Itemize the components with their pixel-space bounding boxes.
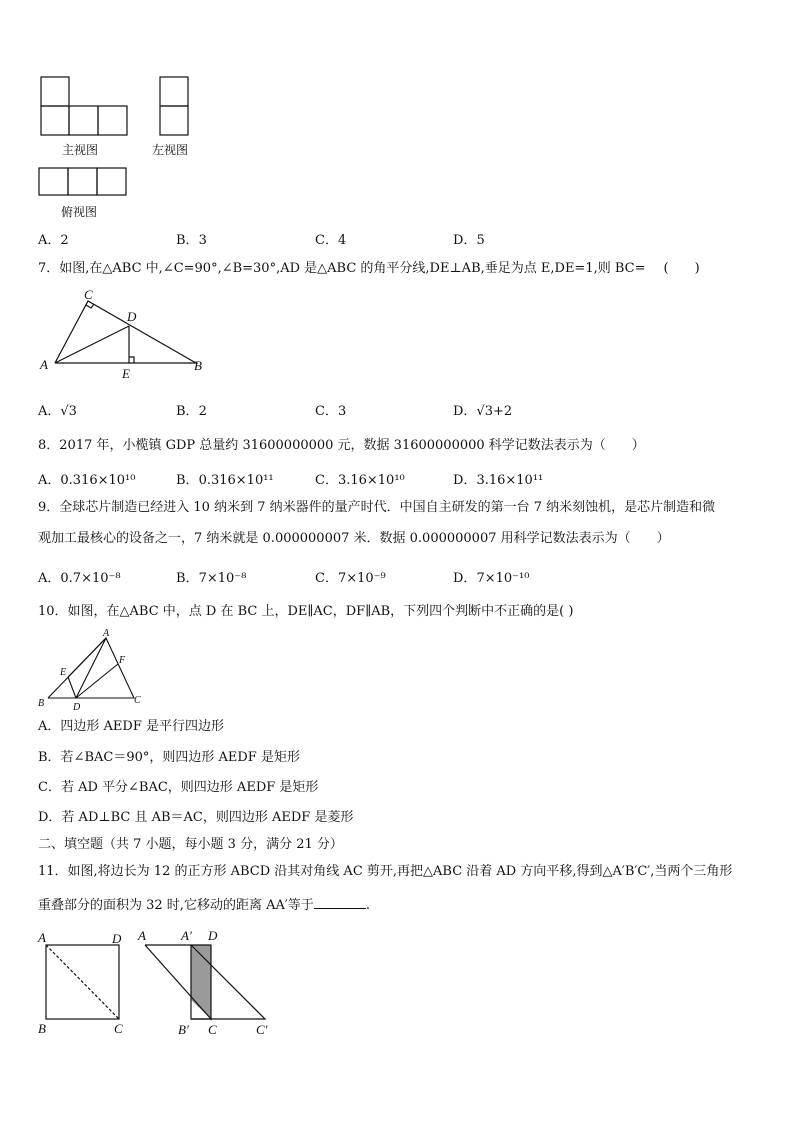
point-e: E [122,366,130,381]
option-c: C．3.16×10¹⁰ [315,473,405,488]
option-a: A．四边形 AEDF 是平行四边形 [38,719,224,734]
option-a: A．0.316×10¹⁰ [38,473,136,488]
option-b: B．7×10⁻⁸ [176,571,247,586]
point-a: A [40,357,48,372]
option-c: C．7×10⁻⁹ [315,571,386,586]
point-a: A [103,628,110,639]
q11-stem-line1: 11．如图,将边长为 12 的正方形 ABCD 沿其对角线 AC 剪开,再把△ABC 沿着 AD 方向平移,得到△A′B′C′,当两个三角形 [38,864,733,879]
option-a: A．2 [38,233,69,248]
q9-stem-line1: 9．全球芯片制造已经进入 10 纳米到 7 纳米器件的量产时代．中国自主研发的第一台 7 纳米刻蚀机，是芯片制造和微 [38,500,716,515]
option-b: B．0.316×10¹¹ [176,473,274,488]
option-d: D．√3+2 [453,404,513,419]
point-a: A [38,930,46,945]
point-c: C [84,287,93,302]
top-view-label: 俯视图 [61,205,98,219]
point-b: B [38,698,45,709]
point-a: A [138,928,146,943]
q7-stem: 7．如图,在△ABC 中,∠C=90°,∠B=30°,AD 是△ABC 的角平分线,DE⊥AB,垂足为点 E,DE=1,则 BC= ( ) [38,261,700,276]
section-2-heading: 二、填空题（共 7 小题，每小题 3 分，满分 21 分） [38,837,343,852]
point-b: B [38,1021,46,1036]
left-view-label: 左视图 [152,143,189,157]
point-d: D [112,931,122,946]
option-a: A．0.7×10⁻⁸ [38,571,121,586]
point-c: C [114,1021,123,1036]
q11-stem-line2: 重叠部分的面积为 32 时,它移动的距离 AA′等于 . [38,898,370,913]
point-c: C [208,1022,217,1037]
point-d: D [73,702,81,713]
option-c: C．3 [315,404,347,419]
option-d: D．若 AD⊥BC 且 AB＝AC，则四边形 AEDF 是菱形 [38,810,354,825]
point-d: D [208,928,218,943]
option-d: D．5 [453,233,485,248]
point-c-prime: C′ [256,1022,268,1037]
point-c: C [134,695,141,706]
q9-stem-line2: 观加工最核心的设备之一，7 纳米就是 0.000000007 米．数据 0.000000007 用科学记数法表示为（ ） [38,531,670,546]
option-d: D．3.16×10¹¹ [453,473,544,488]
point-e: E [60,667,67,678]
option-c: C．若 AD 平分∠BAC，则四边形 AEDF 是矩形 [38,780,319,795]
option-d: D．7×10⁻¹⁰ [453,571,530,586]
option-b: B．2 [176,404,207,419]
q10-stem: 10．如图，在△ABC 中，点 D 在 BC 上，DE∥AC，DF∥AB，下列四个判断中不正确的是( ) [38,604,574,619]
point-b: B [194,358,202,373]
option-b: B．3 [176,233,207,248]
option-a: A．√3 [38,404,77,419]
point-d: D [127,309,137,324]
front-view-label: 主视图 [62,143,99,157]
q8-stem: 8．2017 年，小榄镇 GDP 总量约 31600000000 元，数据 31600000000 科学记数法表示为（ ） [38,438,645,453]
option-b: B．若∠BAC＝90°，则四边形 AEDF 是矩形 [38,750,300,765]
point-b-prime: B′ [178,1022,189,1037]
point-f: F [119,655,126,666]
option-c: C．4 [315,233,347,248]
point-a-prime: A′ [181,928,192,943]
